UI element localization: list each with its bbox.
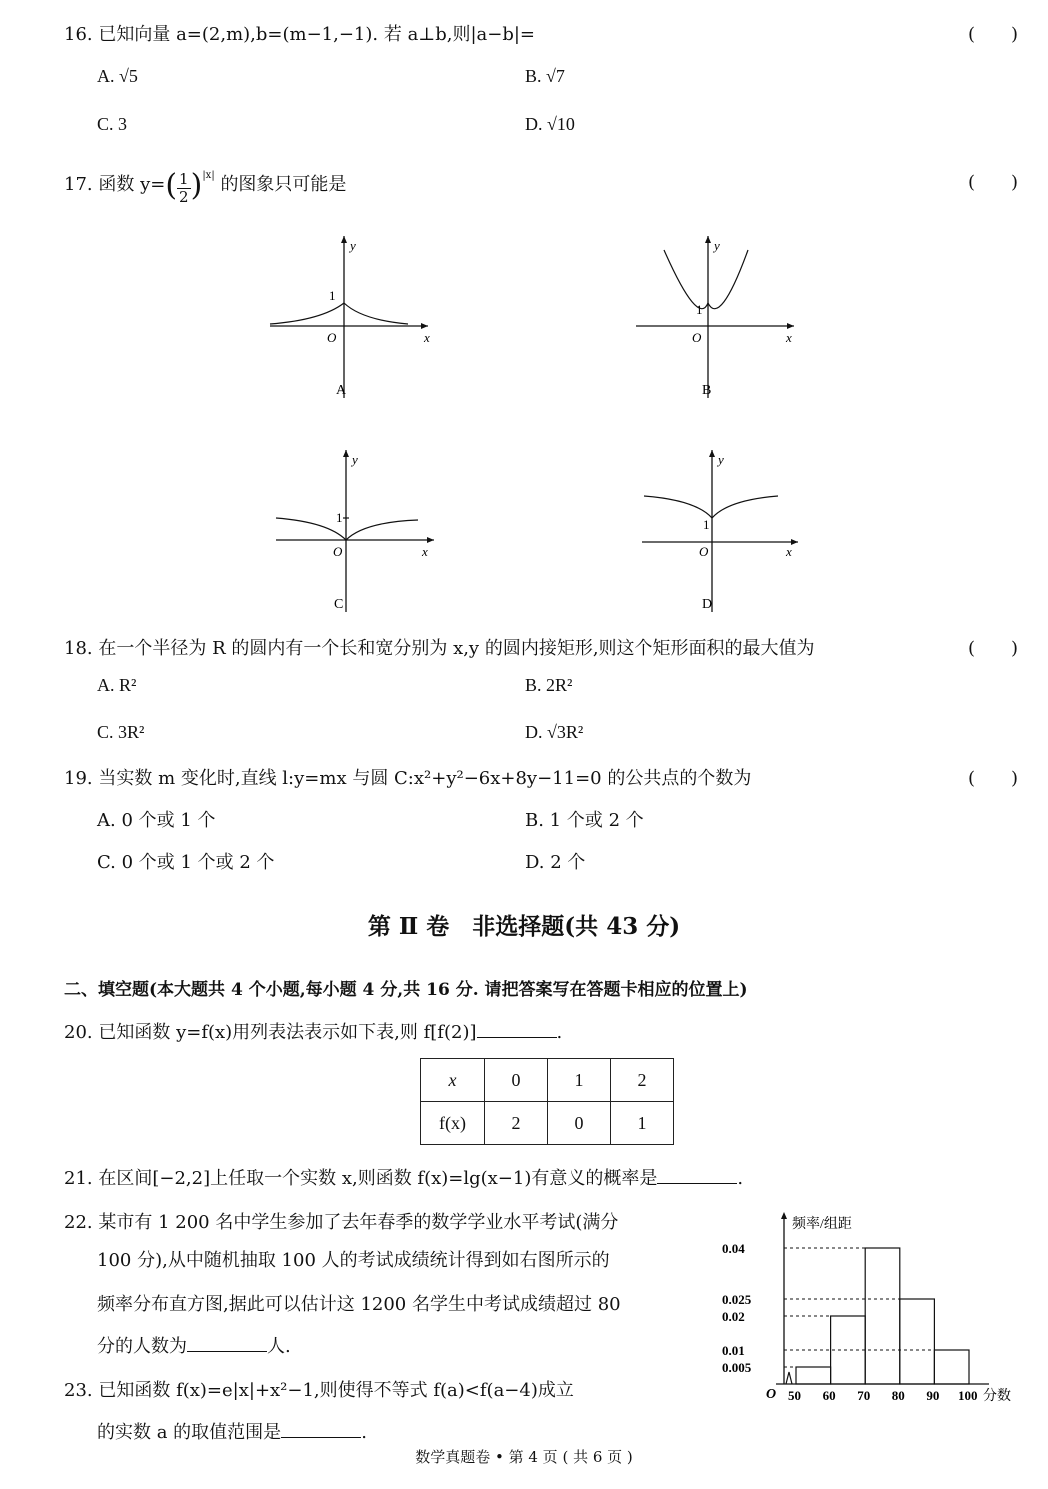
q17-paren: ( ) (968, 172, 1019, 193)
table-cell: 1 (611, 1102, 674, 1145)
q19-stem: 19. 当实数 m 变化时,直线 l:y=mx 与圆 C:x²+y²−6x+8y−11=0 的公共点的个数为 (64, 768, 752, 789)
graph-b-label: B (702, 383, 712, 398)
table-cell: 2 (611, 1059, 674, 1102)
page-footer: 数学真题卷 • 第 4 页 ( 共 6 页 ) (415, 1448, 633, 1466)
graph-d-label: D (702, 597, 713, 612)
q23-line2-prefix: 的实数 a 的取值范围是 (97, 1422, 282, 1443)
graph-a-y-label: y (350, 238, 356, 253)
y-axis-title: 频率/组距 (792, 1217, 852, 1232)
table-cell: 0 (485, 1059, 548, 1102)
y-tick-label: 0.005 (722, 1360, 752, 1375)
q21-stem-end: . (737, 1168, 744, 1189)
x-tick-label: 100 (958, 1388, 978, 1403)
graph-b (628, 232, 798, 402)
origin-label: O (766, 1387, 777, 1402)
table-cell: 2 (485, 1102, 548, 1145)
graph-c-x-label: x (422, 544, 428, 559)
histogram-bar (831, 1316, 866, 1384)
q18-option-b: B. 2R² (525, 675, 573, 695)
q19-option-b: B. 1 个或 2 个 (525, 810, 644, 831)
graph-a-one: 1 (329, 288, 336, 303)
q17-stem: 17. 函数 y=( $\frac{1}{2}$ )$^{|x|}$ 的图象只可能是 (64, 168, 347, 206)
q19-option-a: A. 0 个或 1 个 (97, 810, 216, 831)
table-row (421, 1059, 674, 1102)
graph-c-label: C (334, 597, 344, 612)
q22-line1: 22. 某市有 1 200 名中学生参加了去年春季的数学学业水平考试(满分 (64, 1212, 619, 1233)
q21-stem (64, 1164, 743, 1190)
graph-a-x-label: x (424, 330, 430, 345)
q21-answer-blank (657, 1165, 737, 1184)
q16-option-d: D. √10 (525, 114, 575, 134)
q16-stem: 16. 已知向量 a=(2,m),b=(m−1,−1). 若 a⊥b,则|a−b|= (64, 24, 536, 45)
q17-fraction-denominator: 2 (179, 188, 189, 206)
q23-answer-blank (281, 1419, 361, 1438)
q20-answer-blank (477, 1019, 557, 1038)
graph-d-x-label: x (786, 544, 792, 559)
table-row (421, 1102, 674, 1145)
graph-d (636, 446, 806, 616)
q22-line2: 100 分),从中随机抽取 100 人的考试成绩统计得到如右图所示的 (97, 1250, 610, 1271)
table-cell: x (421, 1059, 485, 1102)
x-tick-label: 90 (926, 1388, 940, 1403)
y-tick-label: 0.025 (722, 1292, 752, 1307)
q16-option-a: A. √5 (97, 66, 138, 86)
q20-stem-end: . (556, 1022, 563, 1043)
q17-exponent: |x| (202, 170, 215, 181)
q17-stem-prefix: 17. 函数 y= (64, 174, 166, 195)
graph-b-one: 1 (696, 302, 703, 317)
histogram-bar (900, 1299, 935, 1384)
graph-d-origin: O (699, 544, 709, 559)
x-tick-label: 60 (822, 1388, 836, 1403)
q23-line1: 23. 已知函数 f(x)=e|x|+x²−1,则使得不等式 f(a)<f(a−4)成立 (64, 1380, 574, 1401)
q19-paren: ( ) (968, 768, 1019, 789)
graph-d-one: 1 (703, 517, 710, 532)
x-axis-title: 分数 (983, 1389, 1011, 1404)
graph-c-one: 1 (336, 510, 343, 525)
part2-heading: 二、填空题(本大题共 4 个小题,每小题 4 分,共 16 分. 请把答案写在答题卡相应的位置上) (64, 980, 748, 1000)
q19-option-d: D. 2 个 (525, 852, 586, 873)
q20-stem-text: 20. 已知函数 y=f(x)用列表法表示如下表,则 f[f(2)] (64, 1022, 477, 1043)
graph-b-y-label: y (714, 238, 720, 253)
histogram-bar (865, 1248, 900, 1384)
q21-stem-text: 21. 在区间[−2,2]上任取一个实数 x,则函数 f(x)=lg(x−1)有意义的概率是 (64, 1168, 658, 1189)
q17-fraction-numerator: 1 (179, 170, 189, 188)
q17-stem-suffix: 的图象只可能是 (220, 174, 347, 195)
y-tick-label: 0.02 (722, 1309, 745, 1324)
graph-a (262, 232, 432, 402)
q22-answer-blank (187, 1333, 267, 1352)
q20-stem (64, 1018, 562, 1044)
histogram-bar (934, 1350, 969, 1384)
q18-option-a: A. R² (97, 675, 137, 695)
section-title: 第 Ⅱ 卷 非选择题(共 43 分) (367, 913, 681, 940)
table-cell: 1 (548, 1059, 611, 1102)
x-tick-label: 80 (891, 1388, 905, 1403)
function-table (420, 1058, 674, 1145)
y-axis-arrow (781, 1212, 787, 1219)
q18-option-c: C. 3R² (97, 722, 145, 742)
x-tick-label: 50 (788, 1388, 801, 1403)
x-tick-label: 70 (857, 1388, 871, 1403)
frequency-histogram (708, 1206, 1028, 1406)
q23-line2 (97, 1418, 367, 1444)
axis-break (786, 1372, 792, 1384)
q23-line2-suffix: . (361, 1422, 367, 1443)
q16-option-c: C. 3 (97, 114, 128, 134)
q16-option-b: B. √7 (525, 66, 565, 86)
y-tick-label: 0.04 (722, 1241, 745, 1256)
q22-line3: 频率分布直方图,据此可以估计这 1200 名学生中考试成绩超过 80 (97, 1294, 621, 1315)
graph-c (268, 446, 438, 616)
y-tick-label: 0.01 (722, 1343, 745, 1358)
q22-line4-prefix: 分的人数为 (97, 1336, 187, 1357)
q22-line4-suffix: 人. (267, 1336, 291, 1357)
graph-a-label: A (336, 383, 347, 398)
histogram-bar (796, 1367, 831, 1384)
graph-d-y-label: y (718, 452, 724, 467)
q18-stem: 18. 在一个半径为 R 的圆内有一个长和宽分别为 x,y 的圆内接矩形,则这个矩形面积的最大值为 (64, 638, 815, 659)
q22-line4 (97, 1332, 291, 1358)
q16-paren: ( ) (968, 24, 1019, 45)
q18-paren: ( ) (968, 638, 1019, 659)
graph-c-y-label: y (352, 452, 358, 467)
graph-b-x-label: x (786, 330, 792, 345)
table-cell: 0 (548, 1102, 611, 1145)
graph-b-origin: O (692, 330, 702, 345)
table-cell: f(x) (421, 1102, 485, 1145)
q18-option-d: D. √3R² (525, 722, 584, 742)
graph-c-origin: O (333, 544, 343, 559)
q19-option-c: C. 0 个或 1 个或 2 个 (97, 852, 275, 873)
graph-a-origin: O (327, 330, 337, 345)
